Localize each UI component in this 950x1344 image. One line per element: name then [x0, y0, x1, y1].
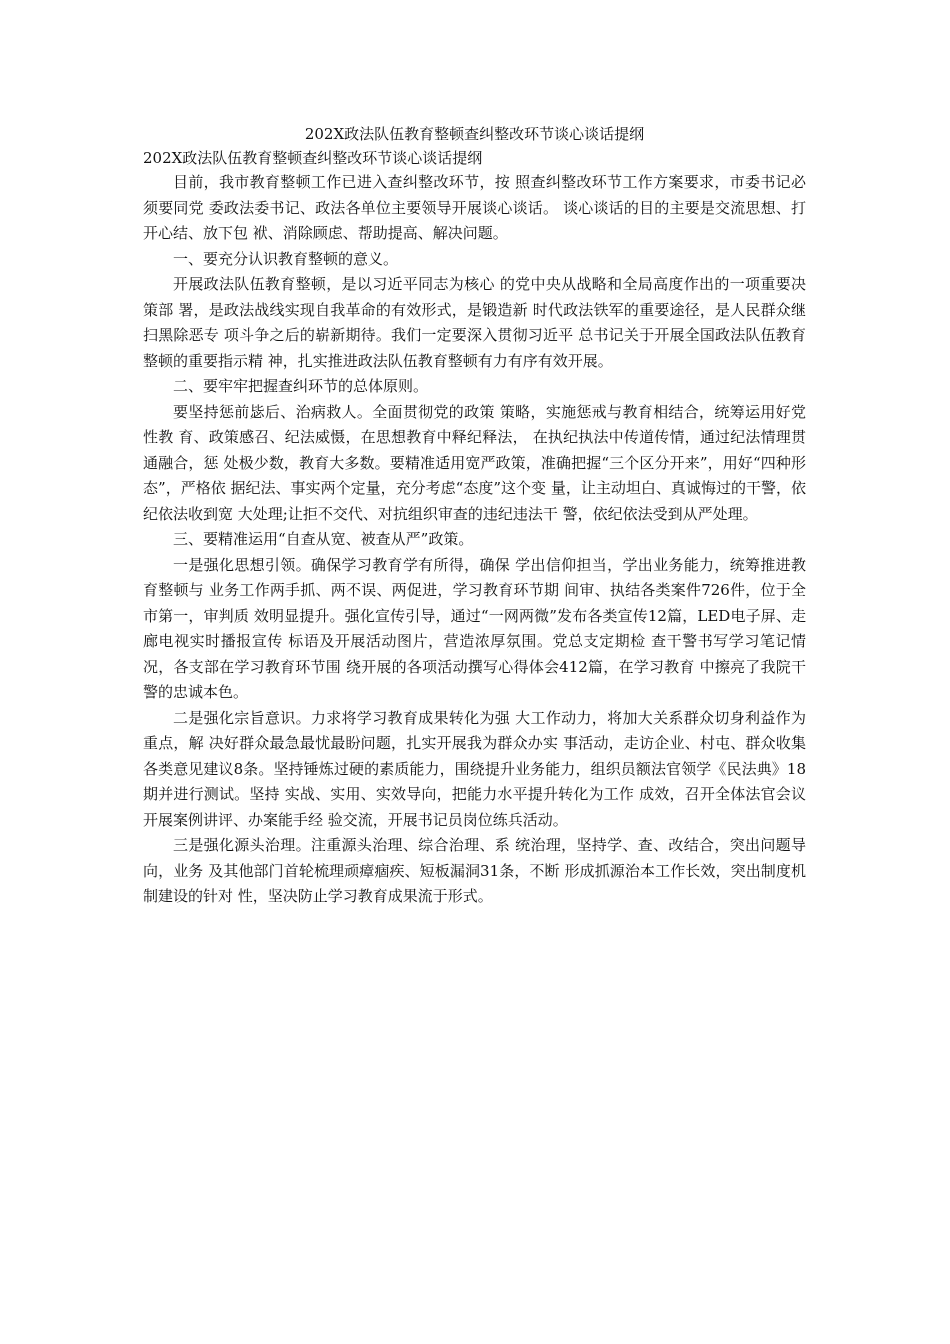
intro-paragraph: 目前，我市教育整顿工作已进入查纠整改环节，按 照查纠整改环节工作方案要求，市委书记必须要同党 委政法委书记、政法各单位主要领导开展谈心谈话。 谈心谈话的目的主要是交流思想、打开心结、放下包 袱、消除顾虑、帮助提高、解决问题。	[143, 173, 806, 242]
document-body	[143, 122, 806, 910]
point-2-paragraph: 二是强化宗旨意识。力求将学习教育成果转化为强 大工作动力，将加大关系群众切身利益作为重点，解 决好群众最急最忧最盼问题，扎实开展我为群众办实 事活动，走访企业、村屯、群众收集各类意见建议8条。坚持锤炼过硬的素质能力，围绕提升业务能力，组织员额法官领学《民法典》18期并进行测试。坚持 实战、实用、实效导向，把能力水平提升转化为工作 成效，召开全体法官会议开展案例讲评、办案能手经 验交流，开展书记员岗位练兵活动。	[143, 708, 806, 829]
section-3-heading: 三、要精准运用“自查从宽、被查从严”政策。	[173, 530, 474, 548]
point-3-paragraph: 三是强化源头治理。注重源头治理、综合治理、系 统治理，坚持学、查、改结合，突出问题导向，业务 及其他部门首轮梳理顽瘴痼疾、短板漏洞31条，不断 形成抓源治本工作长效，突出制度机制建设的针对 性，坚决防止学习教育成果流于形式。	[143, 836, 806, 905]
section-2-paragraph: 要坚持惩前毖后、治病救人。全面贯彻党的政策 策略，实施惩戒与教育相结合，统筹运用好党性教 育、政策感召、纪法威慑，在思想教育中释纪释法， 在执纪执法中传道传情，通过纪法情理贯通融合，惩 处极少数，教育大多数。要精准适用宽严政策，准确把握“三个区分开来”，用好“四种形态”，严格依 据纪法、事实两个定量，充分考虑“态度”这个变 量，让主动坦白、真诚悔过的干警，依纪依法收到宽 大处理;让拒不交代、对抗组织审查的违纪违法干 警，依纪依法受到从严处理。	[143, 402, 806, 523]
section-2-heading: 二、要牢牢把握查纠环节的总体原则。	[173, 377, 429, 395]
point-1-paragraph: 一是强化思想引领。确保学习教育学有所得，确保 学出信仰担当，学出业务能力，统筹推进教育整顿与 业务工作两手抓、两不误、两促进，学习教育环节期 间审、执结各类案件726件，位于全市第一，审判质 效明显提升。强化宣传引导，通过“一网两微”发布各类宣传12篇，LED电子屏、走廊电视实时播报宣传 标语及开展活动图片，营造浓厚氛围。党总支定期检 查干警书写学习笔记情况，各支部在学习教育环节围 绕开展的各项活动撰写心得体会412篇，在学习教育 中擦亮了我院干警的忠诚本色。	[143, 555, 806, 701]
document-title: 202X政法队伍教育整顿查纠整改环节谈心谈话提纲	[304, 125, 645, 143]
section-1-paragraph: 开展政法队伍教育整顿，是以习近平同志为核心 的党中央从战略和全局高度作出的一项重要决策部 署，是政法战线实现自我革命的有效形式，是锻造新 时代政法铁军的重要途径，是人民群众继扫黑除恶专 项斗争之后的崭新期待。我们一定要深入贯彻习近平 总书记关于开展全国政法队伍教育整顿的重要指示精 神，扎实推进政法队伍教育整顿有力有序有效开展。	[143, 275, 806, 370]
section-1-heading: 一、要充分认识教育整顿的意义。	[173, 249, 399, 268]
document-subtitle: 202X政法队伍教育整顿查纠整改环节谈心谈话提纲	[143, 149, 483, 167]
